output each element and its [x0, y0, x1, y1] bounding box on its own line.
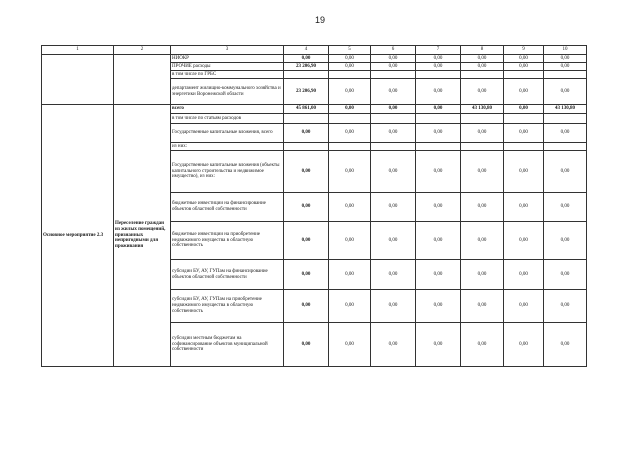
- row-label: субсидии БУ, АУ, ГУПам на приобретение недвижимого имущества в областную собственность: [171, 290, 284, 323]
- value-cell: 0,00: [371, 260, 416, 290]
- column-header: 7: [416, 46, 461, 55]
- value-cell: 43 130,80: [461, 105, 504, 114]
- value-cell: [461, 114, 504, 124]
- value-cell: 0,00: [461, 260, 504, 290]
- value-cell: 0,00: [504, 79, 544, 105]
- value-cell: 0,00: [416, 79, 461, 105]
- column-header: 4: [284, 46, 329, 55]
- value-cell: 0,00: [371, 63, 416, 71]
- value-cell: 0,00: [504, 290, 544, 323]
- table-row: [42, 105, 587, 114]
- value-cell: 0,00: [329, 79, 371, 105]
- value-cell: 0,00: [416, 323, 461, 367]
- value-cell: 0,00: [284, 222, 329, 260]
- value-cell: [284, 114, 329, 124]
- budget-table: [41, 45, 587, 367]
- value-cell: 0,00: [284, 323, 329, 367]
- value-cell: 0,00: [504, 193, 544, 222]
- value-cell: 0,00: [329, 323, 371, 367]
- value-cell: 0,00: [329, 290, 371, 323]
- value-cell: 0,00: [284, 260, 329, 290]
- value-cell: 0,00: [544, 79, 587, 105]
- value-cell: 0,00: [329, 260, 371, 290]
- row-label: Государственные капитальные вложения, всего: [171, 124, 284, 143]
- value-cell: 0,00: [284, 290, 329, 323]
- value-cell: [371, 71, 416, 79]
- row-label: НИОКР: [171, 55, 284, 63]
- value-cell: [284, 143, 329, 151]
- value-cell: 0,00: [544, 222, 587, 260]
- value-cell: 0,00: [416, 63, 461, 71]
- measure-code: Основное мероприятие 2.3: [42, 105, 114, 367]
- empty-cell: [42, 55, 114, 105]
- value-cell: 0,00: [416, 151, 461, 193]
- value-cell: 0,00: [504, 105, 544, 114]
- value-cell: 0,00: [544, 323, 587, 367]
- value-cell: 0,00: [416, 260, 461, 290]
- value-cell: 0,00: [504, 323, 544, 367]
- value-cell: [416, 114, 461, 124]
- value-cell: 0,00: [416, 290, 461, 323]
- value-cell: 23 206,90: [284, 63, 329, 71]
- value-cell: [544, 143, 587, 151]
- value-cell: [544, 114, 587, 124]
- value-cell: 0,00: [544, 151, 587, 193]
- value-cell: [461, 143, 504, 151]
- row-label: бюджетные инвестиции на приобретение недвижимого имущества в областную собственность: [171, 222, 284, 260]
- value-cell: [329, 114, 371, 124]
- row-label: субсидии местным бюджетам на софинансирование объектов муниципальной собственности: [171, 323, 284, 367]
- value-cell: 0,00: [284, 124, 329, 143]
- column-header-row: [42, 46, 587, 55]
- value-cell: 0,00: [504, 55, 544, 63]
- value-cell: 0,00: [461, 290, 504, 323]
- value-cell: 0,00: [371, 193, 416, 222]
- value-cell: 23 206,90: [284, 79, 329, 105]
- value-cell: 0,00: [416, 105, 461, 114]
- value-cell: 0,00: [504, 222, 544, 260]
- empty-cell: [114, 55, 171, 105]
- value-cell: 0,00: [371, 151, 416, 193]
- value-cell: 0,00: [371, 55, 416, 63]
- row-label: всего: [171, 105, 284, 114]
- row-label: Государственные капитальные вложения (объекты капитального строительства и недвижимое имущество), из них:: [171, 151, 284, 193]
- value-cell: 0,00: [371, 290, 416, 323]
- row-label: ПРОЧИЕ расходы: [171, 63, 284, 71]
- value-cell: 0,00: [371, 105, 416, 114]
- value-cell: 0,00: [329, 222, 371, 260]
- row-label: департамент жилищно-коммунального хозяйства и энергетики Воронежской области: [171, 79, 284, 105]
- value-cell: 0,00: [284, 55, 329, 63]
- column-header: 6: [371, 46, 416, 55]
- value-cell: 0,00: [504, 63, 544, 71]
- value-cell: 0,00: [329, 55, 371, 63]
- column-header: 5: [329, 46, 371, 55]
- page-number: 19: [314, 15, 325, 25]
- value-cell: 0,00: [504, 124, 544, 143]
- value-cell: 0,00: [544, 290, 587, 323]
- value-cell: 0,00: [371, 222, 416, 260]
- column-header: 2: [114, 46, 171, 55]
- value-cell: [504, 143, 544, 151]
- value-cell: [329, 71, 371, 79]
- value-cell: 0,00: [504, 260, 544, 290]
- value-cell: 0,00: [544, 260, 587, 290]
- value-cell: [329, 143, 371, 151]
- measure-title: Переселение граждан из жилых помещений, признанных непригодными для проживания: [114, 105, 171, 367]
- value-cell: 0,00: [544, 55, 587, 63]
- table-row: [42, 55, 587, 63]
- value-cell: 0,00: [329, 193, 371, 222]
- value-cell: 43 130,80: [544, 105, 587, 114]
- value-cell: 0,00: [461, 55, 504, 63]
- value-cell: [416, 71, 461, 79]
- column-header: 1: [42, 46, 114, 55]
- value-cell: 0,00: [371, 323, 416, 367]
- value-cell: 0,00: [504, 151, 544, 193]
- value-cell: 0,00: [544, 124, 587, 143]
- value-cell: [371, 143, 416, 151]
- value-cell: [504, 114, 544, 124]
- value-cell: 0,00: [461, 151, 504, 193]
- value-cell: 0,00: [544, 63, 587, 71]
- value-cell: 0,00: [416, 55, 461, 63]
- value-cell: 0,00: [371, 124, 416, 143]
- column-header: 9: [504, 46, 544, 55]
- row-label: субсидии БУ, АУ, ГУПам на финансирование объектов областной собственности: [171, 260, 284, 290]
- value-cell: 0,00: [416, 222, 461, 260]
- value-cell: 0,00: [544, 193, 587, 222]
- value-cell: 0,00: [461, 124, 504, 143]
- value-cell: 0,00: [461, 222, 504, 260]
- value-cell: 0,00: [371, 79, 416, 105]
- value-cell: [284, 71, 329, 79]
- value-cell: 0,00: [329, 105, 371, 114]
- row-label: бюджетные инвестиции на финансирование объектов областной собственности: [171, 193, 284, 222]
- value-cell: 0,00: [461, 323, 504, 367]
- column-header: 8: [461, 46, 504, 55]
- value-cell: [371, 114, 416, 124]
- value-cell: 0,00: [416, 124, 461, 143]
- value-cell: 0,00: [284, 151, 329, 193]
- value-cell: [461, 71, 504, 79]
- column-header: 3: [171, 46, 284, 55]
- value-cell: 0,00: [461, 79, 504, 105]
- value-cell: 0,00: [461, 63, 504, 71]
- row-label: из них:: [171, 143, 284, 151]
- value-cell: 0,00: [329, 151, 371, 193]
- value-cell: [416, 143, 461, 151]
- value-cell: [504, 71, 544, 79]
- value-cell: 0,00: [329, 63, 371, 71]
- value-cell: 45 861,00: [284, 105, 329, 114]
- row-label: в том числе по статьям расходов: [171, 114, 284, 124]
- value-cell: [544, 71, 587, 79]
- row-label: в том числе по ГРБС: [171, 71, 284, 79]
- value-cell: 0,00: [329, 124, 371, 143]
- value-cell: 0,00: [284, 193, 329, 222]
- value-cell: 0,00: [416, 193, 461, 222]
- column-header: 10: [544, 46, 587, 55]
- value-cell: 0,00: [461, 193, 504, 222]
